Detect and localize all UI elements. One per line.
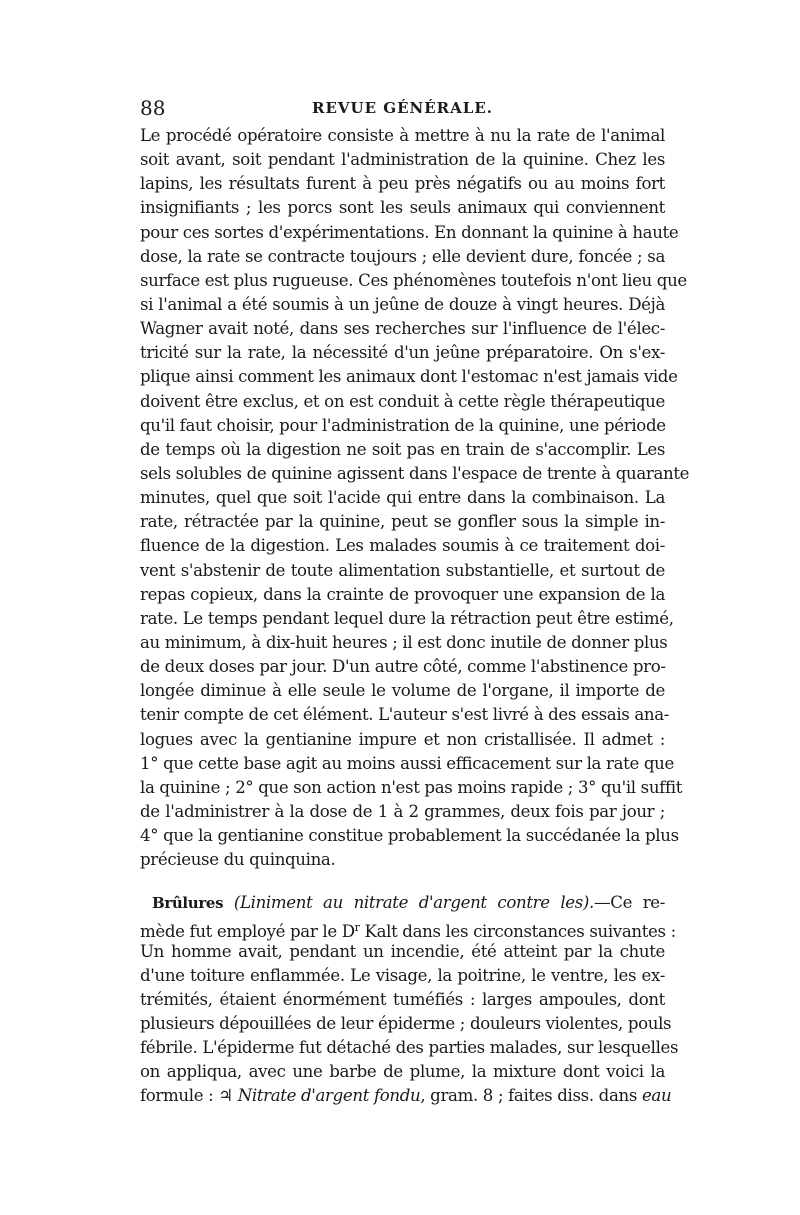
paragraph-gap [140, 872, 665, 891]
text-line: qu'il faut choisir, pour l'administration de la quinine, une période [140, 415, 666, 435]
page-header [140, 96, 665, 124]
item-number: 4° [140, 826, 159, 846]
text-line: rate. Le temps pendant lequel dure la rétraction peut être estimé, [140, 608, 674, 628]
text-line: logues avec la gentianine impure et non cristallisée. Il admet : [140, 729, 665, 749]
text-line [140, 916, 676, 941]
section-heading-subtitle: (Liniment au nitrate d'argent contre les). [233, 893, 594, 913]
text-line: si l'animal a été soumis à un jeûne de douze à vingt heures. Déjà [140, 294, 665, 314]
text-segment: formule : [140, 1086, 219, 1106]
numbered-line-1 [140, 752, 674, 776]
text-line: pour ces sortes d'expérimentations. En donnant la quinine à haute [140, 222, 679, 242]
text-line: sels solubles de quinine agissent dans l'espace de trente à quarante [140, 463, 690, 483]
text-line: précieuse du quinquina. [140, 850, 336, 870]
text-line: fluence de la digestion. Les malades soumis à ce traitement doi- [140, 536, 665, 556]
page-number: 88 [140, 96, 166, 120]
text-segment: Kalt dans les circonstances suivantes : [359, 921, 676, 941]
text-line: insignifiants ; les porcs sont les seuls animaux qui conviennent [140, 198, 665, 218]
superscript: r [354, 920, 360, 934]
text-segment: que cette base agit au moins aussi efficacement sur la rate que [158, 753, 674, 773]
numbered-line-2 [140, 776, 683, 800]
text-line: Le procédé opératoire consiste à mettre à nu la rate de l'animal [140, 126, 665, 145]
paragraph-brulures [140, 891, 679, 1108]
text-line: de temps où la digestion ne soit pas en train de s'accomplir. Les [140, 439, 665, 459]
text-line: vent s'abstenir de toute alimentation substantielle, et surtout de [140, 560, 665, 580]
text-line: de deux doses par jour. D'un autre côté, comme l'abstinence pro- [140, 657, 666, 677]
section-heading: Brûlures [152, 894, 224, 913]
text-line: soit avant, soit pendant l'administration de la quinine. Chez les [140, 150, 665, 170]
text-line: Un homme avait, pendant un incendie, été atteint par la chute [140, 941, 665, 961]
text-line: de l'administrer à la dose de 1 à 2 grammes, deux fois par jour ; [140, 801, 665, 821]
italic-term: eau [641, 1086, 672, 1106]
text-line: lapins, les résultats furent à peu près négatifs ou au moins fort [140, 174, 665, 194]
text-line: surface est plus rugueuse. Ces phénomènes toutefois n'ont lieu que [140, 270, 687, 290]
section-heading-line [140, 891, 665, 915]
text-segment: qu'il suffit [596, 777, 683, 797]
text-line: tenir compte de cet élément. L'auteur s'est livré à des essais ana- [140, 705, 670, 725]
italic-term: Nitrate d'argent fondu [237, 1086, 421, 1106]
text-line: plique ainsi comment les animaux dont l'estomac n'est jamais vide [140, 367, 678, 387]
text-line: repas copieux, dans la crainte de provoquer une expansion de la [140, 584, 665, 604]
text-line: minutes, quel que soit l'acide qui entre dans la combinaison. La [140, 488, 665, 508]
text-line: dose, la rate se contracte toujours ; elle devient dure, foncée ; sa [140, 246, 665, 266]
text-line: on appliqua, avec une barbe de plume, la mixture dont voici la [140, 1062, 665, 1082]
paragraph-spleen-quinine [140, 124, 690, 872]
recipe-symbol: ♃ [218, 1086, 233, 1106]
text-segment: mède fut employé par le D [140, 921, 355, 941]
text-line [140, 1084, 672, 1108]
text-line: longée diminue à elle seule le volume de l'organe, il importe de [140, 681, 665, 701]
text-segment: que la gentianine constitue probablement la succédanée la plus [158, 826, 679, 846]
numbered-line-4 [140, 824, 679, 848]
text-segment: , gram. 8 ; faites diss. dans [420, 1086, 642, 1106]
running-head: REVUE GÉNÉRALE. [312, 99, 493, 117]
text-segment: la quinine ; [140, 777, 236, 797]
text-segment: que son action n'est pas moins rapide ; [253, 777, 578, 797]
book-page [140, 96, 690, 1109]
text-line: tricité sur la rate, la nécessité d'un jeûne préparatoire. On s'ex- [140, 343, 665, 363]
item-number: 2° [235, 777, 254, 797]
text-segment: —Ce re- [593, 893, 665, 913]
text-line: fébrile. L'épiderme fut détaché des parties malades, sur lesquelles [140, 1038, 679, 1058]
text-line: d'une toiture enflammée. Le visage, la poitrine, le ventre, les ex- [140, 965, 665, 985]
item-number: 1° [140, 753, 159, 773]
text-line: plusieurs dépouillées de leur épiderme ; douleurs violentes, pouls [140, 1014, 672, 1034]
text-line: au minimum, à dix-huit heures ; il est donc inutile de donner plus [140, 632, 668, 652]
text-line: Wagner avait noté, dans ses recherches sur l'influence de l'élec- [140, 319, 665, 339]
text-line: trémités, étaient énormément tuméfiés : larges ampoules, dont [140, 989, 665, 1009]
text-line: rate, rétractée par la quinine, peut se gonfler sous la simple in- [140, 512, 665, 532]
text-line: doivent être exclus, et on est conduit à cette règle thérapeutique [140, 391, 665, 411]
item-number: 3° [577, 777, 597, 797]
